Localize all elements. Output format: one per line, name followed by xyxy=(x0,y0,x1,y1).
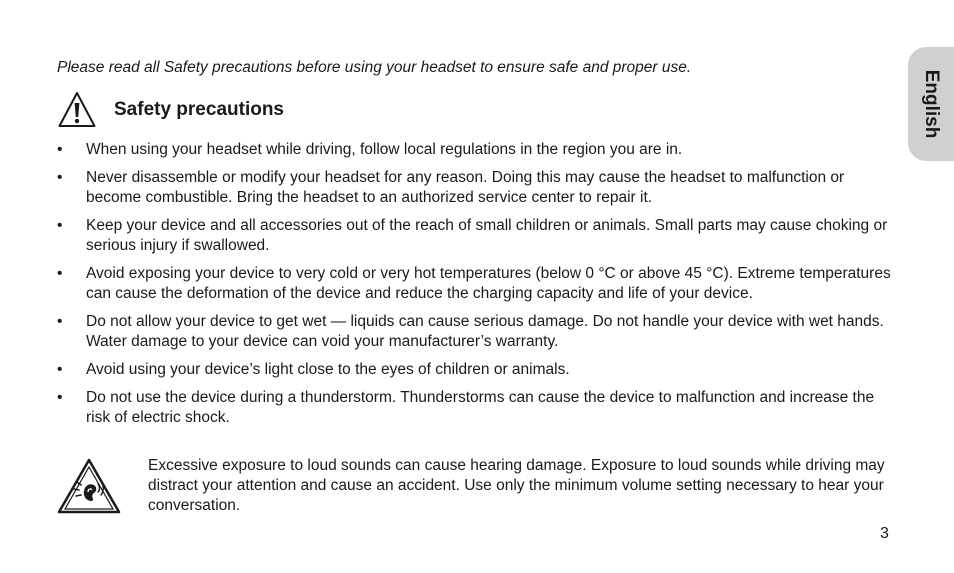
language-tab xyxy=(908,47,954,161)
precaution-item xyxy=(57,360,895,380)
precaution-text: Avoid exposing your device to very cold or very hot temperatures (below 0 °C or above 45 °C). Extreme temperatures can cause the deformation of the device and reduce the charging capacity and life of your device. xyxy=(86,265,891,302)
intro-text: Please read all Safety precautions before using your headset to ensure safe and proper use. xyxy=(57,59,692,76)
hearing-warning xyxy=(57,456,897,520)
precaution-item xyxy=(57,140,895,160)
precaution-item xyxy=(57,216,895,256)
precautions-list xyxy=(57,140,895,436)
bullet-marker: • xyxy=(57,169,63,186)
bullet-marker: • xyxy=(57,389,63,406)
precaution-text: Keep your device and all accessories out of the reach of small children or animals. Small parts may cause choking or serious injury if swallowed. xyxy=(86,217,888,254)
language-tab-label: English xyxy=(921,69,942,139)
warning-triangle-icon xyxy=(57,90,97,130)
precaution-item xyxy=(57,168,895,208)
precaution-text: Never disassemble or modify your headset for any reason. Doing this may cause the headset to malfunction or become combustible. Bring the headset to an authorized service center to repair it. xyxy=(86,169,845,206)
bullet-marker: • xyxy=(57,361,63,378)
precaution-item xyxy=(57,312,895,352)
precaution-text: When using your headset while driving, follow local regulations in the region you are in. xyxy=(86,141,683,158)
section-title: Safety precautions xyxy=(114,99,284,120)
precaution-item xyxy=(57,264,895,304)
hearing-damage-icon xyxy=(57,458,121,514)
bullet-marker: • xyxy=(57,265,63,282)
precaution-item xyxy=(57,388,895,428)
bullet-marker: • xyxy=(57,217,63,234)
page-number: 3 xyxy=(880,525,889,542)
precaution-text: Avoid using your device’s light close to the eyes of children or animals. xyxy=(86,361,570,378)
precaution-text: Do not use the device during a thunderstorm. Thunderstorms can cause the device to malfunction and increase the risk of electric shock. xyxy=(86,389,875,426)
hearing-warning-text: Excessive exposure to loud sounds can cause hearing damage. Exposure to loud sounds while driving may distract your attention and cause an accident. Use only the minimum volume setting necessary to hear your conversation. xyxy=(148,457,885,514)
bullet-marker: • xyxy=(57,141,63,158)
bullet-marker: • xyxy=(57,313,63,330)
precaution-text: Do not allow your device to get wet — liquids can cause serious damage. Do not handle your device with wet hands. Water damage to your device can void your manufacturer’s warranty. xyxy=(86,313,884,350)
